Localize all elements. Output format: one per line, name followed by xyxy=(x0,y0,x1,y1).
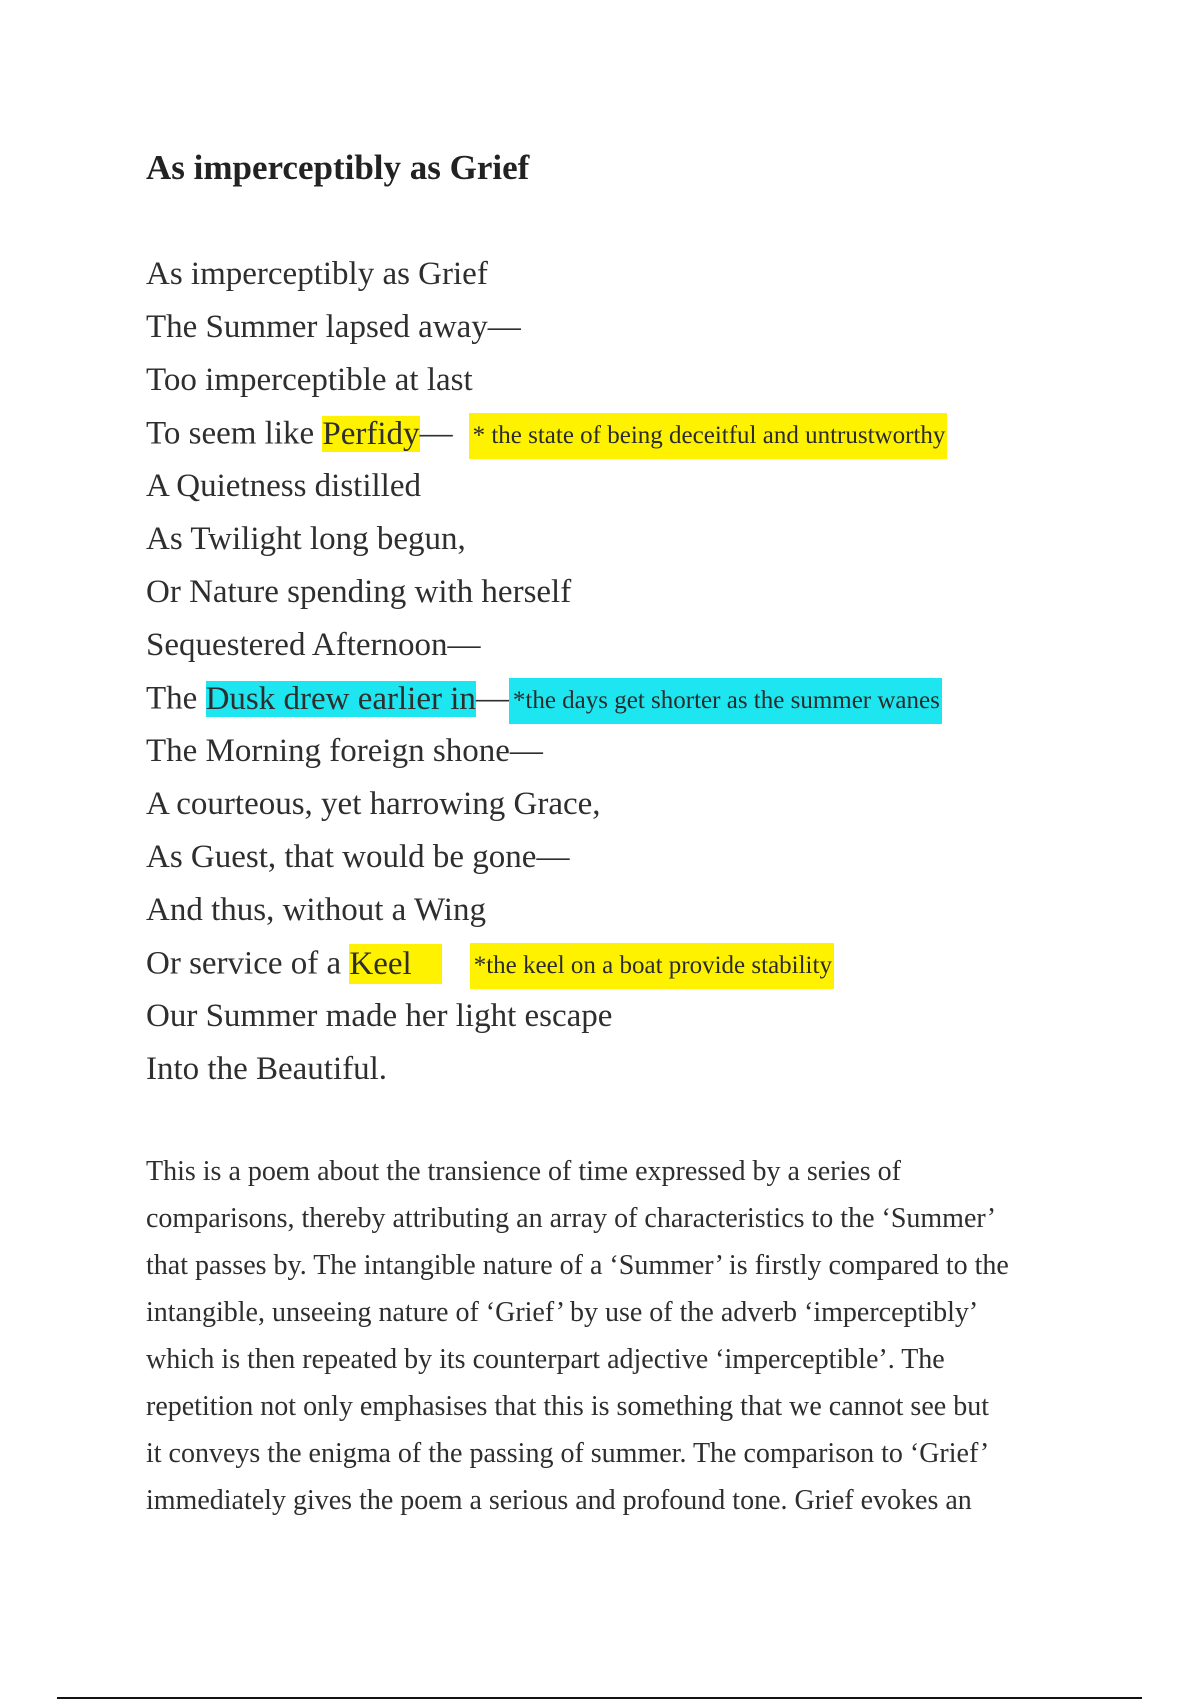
poem-line: As Guest, that would be gone— xyxy=(146,839,570,875)
paragraph-line: immediately gives the poem a serious and profound tone. Grief evokes an xyxy=(146,1485,972,1516)
poem-line: Into the Beautiful. xyxy=(146,1051,388,1087)
poem-line: The Summer lapsed away— xyxy=(146,309,521,345)
poem-line: And thus, without a Wing xyxy=(146,892,486,928)
paragraph-line: This is a poem about the transience of time expressed by a series of xyxy=(146,1156,901,1187)
highlighted-phrase-dusk: Dusk drew earlier in xyxy=(205,680,476,717)
poem-line-dash: — xyxy=(419,415,453,452)
poem-line: As imperceptibly as Grief xyxy=(146,256,488,292)
poem-line: Too imperceptible at last xyxy=(146,362,473,398)
paragraph-line: it conveys the enigma of the passing of summer. The comparison to ‘Grief’ xyxy=(146,1438,990,1469)
poem-line: The Morning foreign shone— xyxy=(146,733,543,769)
page-title: As imperceptibly as Grief xyxy=(146,148,530,187)
poem-line: Our Summer made her light escape xyxy=(146,998,613,1034)
poem-line: A courteous, yet harrowing Grace, xyxy=(146,786,601,822)
poem-line-dash: — xyxy=(475,680,509,717)
annotation-note: *the keel on a boat provide stability xyxy=(470,943,834,989)
paragraph-line: that passes by. The intangible nature of a ‘Summer’ is firstly compared to the xyxy=(146,1250,1009,1281)
annotation-note: * the state of being deceitful and untrustworthy xyxy=(469,413,948,459)
poem-line xyxy=(146,943,1146,996)
paragraph-line: which is then repeated by its counterpart adjective ‘imperceptible’. The xyxy=(146,1344,945,1375)
poem-body xyxy=(146,254,1146,1102)
poem-line-text: The xyxy=(146,680,206,717)
poem-line: Sequestered Afternoon— xyxy=(146,627,481,663)
analysis-paragraph xyxy=(146,1152,1066,1528)
highlighted-word-keel: Keel xyxy=(349,944,441,984)
poem-line: Or Nature spending with herself xyxy=(146,574,572,610)
paragraph-line: comparisons, thereby attributing an array of characteristics to the ‘Summer’ xyxy=(146,1203,997,1234)
poem-line: As Twilight long begun, xyxy=(146,521,466,557)
annotation-note: *the days get shorter as the summer wanes xyxy=(509,678,942,724)
poem-line-text: Or service of a xyxy=(146,945,350,982)
poem-line xyxy=(146,678,1146,731)
poem-line-text: To seem like xyxy=(146,415,323,452)
poem-line xyxy=(146,413,1146,466)
highlighted-word-perfidy: Perfidy xyxy=(322,415,420,452)
paragraph-line: intangible, unseeing nature of ‘Grief’ by use of the adverb ‘imperceptibly’ xyxy=(146,1297,979,1328)
page-bottom-divider xyxy=(57,1697,1142,1699)
paragraph-line: repetition not only emphasises that this is something that we cannot see but xyxy=(146,1391,989,1422)
poem-line: A Quietness distilled xyxy=(146,468,421,504)
